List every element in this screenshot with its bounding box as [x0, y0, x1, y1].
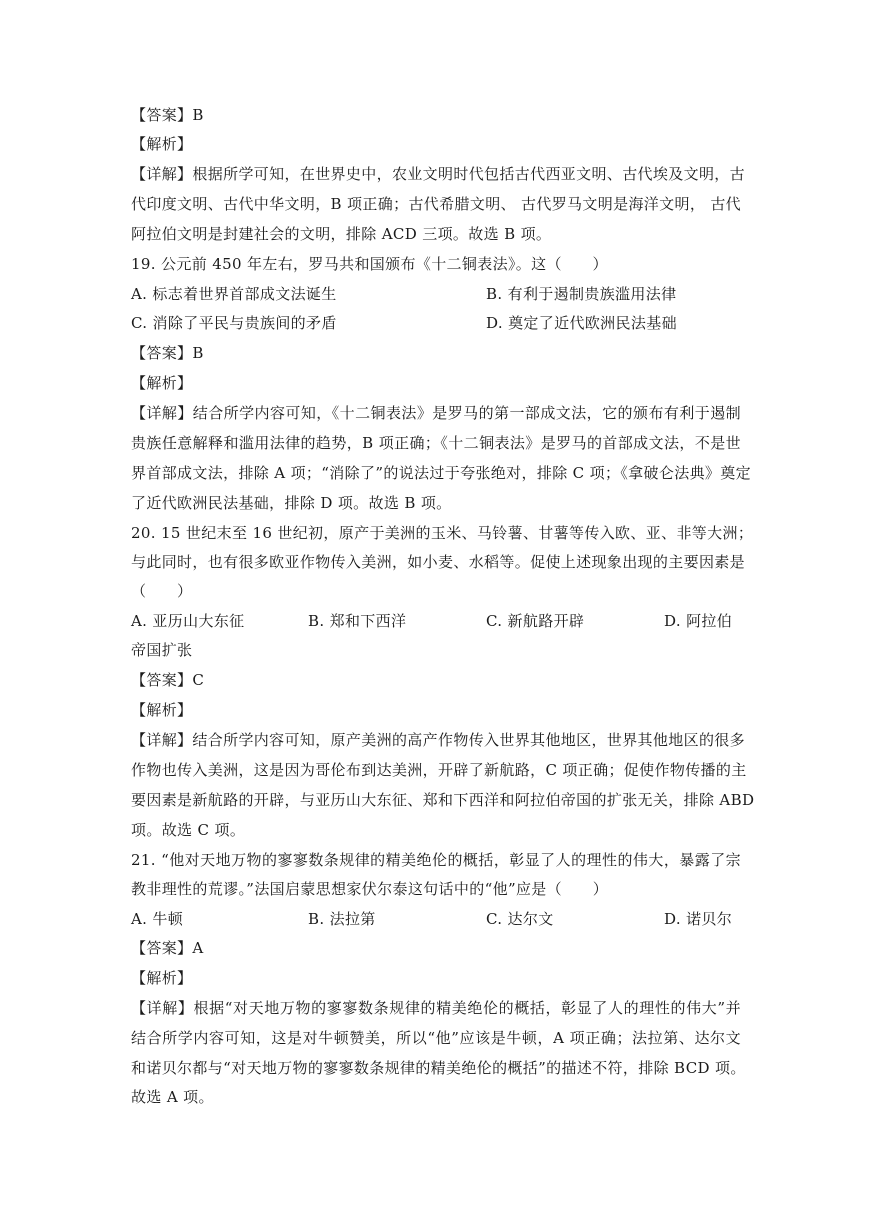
option-c: C. 新航路开辟	[486, 612, 585, 630]
detail-line: 贵族任意解释和滥用法律的趋势，B 项正确；《十二铜表法》是罗马的首部成文法，不是世	[131, 434, 741, 452]
detail-line: 要因素是新航路的开辟，与亚历山大东征、郑和下西洋和阿拉伯帝国的扩张无关，排除 ABD	[131, 791, 755, 809]
detail-line: 故选 A 项。	[131, 1088, 214, 1106]
detail-line: 【详解】结合所学内容可知，《十二铜表法》是罗马的第一部成文法，它的颁布有利于遏制	[131, 404, 741, 422]
answer-label: 【答案】C	[131, 671, 205, 689]
option-d: D. 阿拉伯	[664, 612, 733, 630]
question-stem: 20. 15 世纪末至 16 世纪初，原产于美洲的玉米、马铃薯、甘薯等传入欧、亚、非等大洲；	[131, 524, 754, 542]
detail-line: 项。故选 C 项。	[131, 821, 246, 839]
answer-label: 【答案】B	[131, 344, 204, 362]
detail-line: 【详解】根据“对天地万物的寥寥数条规律的精美绝伦的概括，彰显了人的理性的伟大”并	[131, 999, 741, 1017]
analysis-label: 【解析】	[131, 969, 193, 987]
detail-line: 代印度文明、古代中华文明，B 项正确；古代希腊文明、 古代罗马文明是海洋文明， 古代	[131, 195, 742, 213]
option-a: A. 标志着世界首部成文法诞生	[131, 285, 337, 303]
analysis-label: 【解析】	[131, 374, 193, 392]
question-stem: （ ）	[131, 582, 193, 600]
option-a: A. 牛顿	[131, 910, 184, 928]
detail-line: 阿拉伯文明是封建社会的文明，排除 ACD 三项。故选 B 项。	[131, 225, 552, 243]
option-c: C. 消除了平民与贵族间的矛盾	[131, 314, 337, 332]
detail-line: 【详解】结合所学内容可知，原产美洲的高产作物传入世界其他地区，世界其他地区的很多	[131, 731, 746, 749]
detail-line: 结合所学内容可知，这是对牛顿赞美，所以“他”应该是牛顿，A 项正确；法拉第、达尔文	[131, 1029, 741, 1047]
option-b: B. 法拉第	[308, 910, 376, 928]
answer-label: 【答案】B	[131, 106, 204, 124]
option-d: D. 奠定了近代欧洲民法基础	[486, 314, 677, 332]
question-stem: 教非理性的荒谬。”法国启蒙思想家伏尔泰这句话中的“他”应是（ ）	[131, 880, 609, 898]
answer-label: 【答案】A	[131, 939, 204, 957]
option-b: B. 郑和下西洋	[308, 612, 407, 630]
detail-line: 【详解】根据所学可知，在世界史中，农业文明时代包括古代西亚文明、古代埃及文明，古	[131, 165, 746, 183]
option-a: A. 亚历山大东征	[131, 612, 245, 630]
question-stem: 19. 公元前 450 年左右，罗马共和国颁布《十二铜表法》。这（ ）	[131, 255, 608, 273]
option-d-continued: 帝国扩张	[131, 641, 193, 659]
option-d: D. 诺贝尔	[664, 910, 733, 928]
detail-line: 了近代欧洲民法基础，排除 D 项。故选 B 项。	[131, 494, 452, 512]
option-c: C. 达尔文	[486, 910, 554, 928]
analysis-label: 【解析】	[131, 701, 193, 719]
analysis-label: 【解析】	[131, 135, 193, 153]
question-stem: 21. “他对天地万物的寥寥数条规律的精美绝伦的概括，彰显了人的理性的伟大，暴露了宗	[131, 851, 741, 869]
detail-line: 作物也传入美洲，这是因为哥伦布到达美洲，开辟了新航路，C 项正确；促使作物传播的主	[131, 761, 747, 779]
option-b: B. 有利于遏制贵族滥用法律	[486, 285, 677, 303]
detail-line: 和诺贝尔都与“对天地万物的寥寥数条规律的精美绝伦的概括”的描述不符，排除 BCD 项。	[131, 1059, 746, 1077]
detail-line: 界首部成文法，排除 A 项；“消除了”的说法过于夸张绝对，排除 C 项；《拿破仑法典》奠定	[131, 464, 751, 482]
question-stem: 与此同时，也有很多欧亚作物传入美洲，如小麦、水稻等。促使上述现象出现的主要因素是	[131, 553, 746, 571]
